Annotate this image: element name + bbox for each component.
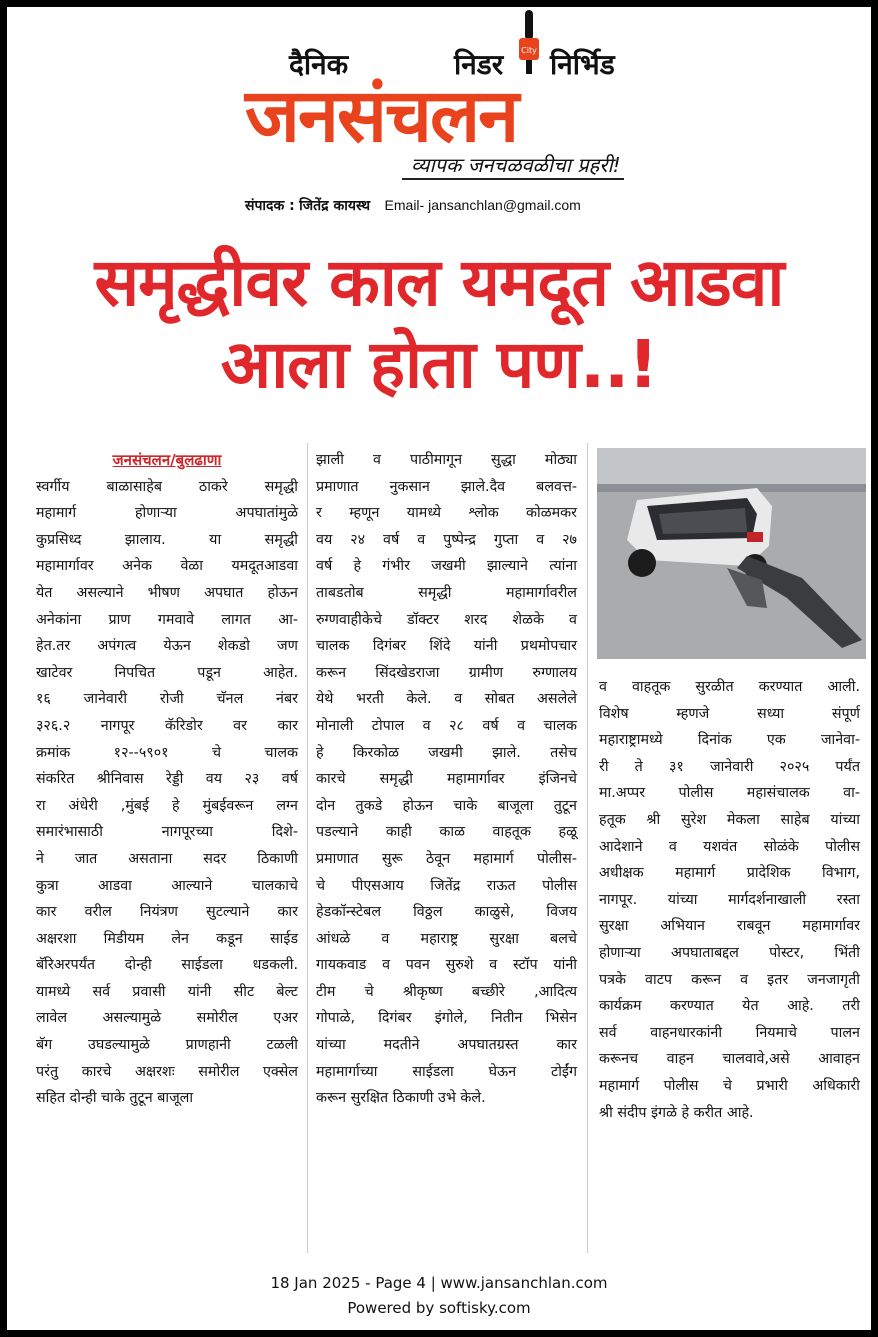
headline-line-2: आला होता पण..! bbox=[220, 326, 658, 403]
article-line: महामार्ग पोलीस चे प्रभारी अधिकारी bbox=[599, 1077, 860, 1094]
article-column-3 bbox=[599, 674, 860, 1126]
article-line: रा अंधेरी ,मुंबई हे मुंबईवरून लग्न bbox=[36, 797, 298, 814]
footer-date-page: 18 Jan 2025 - Page 4 | www.jansanchlan.com bbox=[270, 1274, 608, 1292]
damaged-car-image bbox=[597, 448, 866, 659]
article-line: सर्व वाहनधारकांनी नियमाचे पालन bbox=[599, 1024, 860, 1041]
article-line: प्रमाणात नुकसान झाले.दैव बलवत्त- bbox=[316, 478, 577, 495]
article-line: अक्षरशा मिडीयम लेन कडून साईड bbox=[36, 930, 298, 947]
microphone-icon bbox=[517, 10, 541, 74]
article-line: नागपूर. यांच्या मार्गदर्शनाखाली रस्ता bbox=[599, 891, 860, 908]
article-line: प्रमाणात सुरू ठेवून महामार्ग पोलीस- bbox=[316, 850, 577, 867]
article-line: ताबडतोब समृद्धी महामार्गावरील bbox=[316, 584, 577, 601]
article-line: गायकवाड व पवन सुरुशे व स्टॉप यांनी bbox=[316, 957, 577, 974]
article-line: अधीक्षक महामार्ग प्रादेशिक विभाग, bbox=[599, 865, 860, 882]
article-line: यांच्या मदतीने अपघातग्रस्त कार bbox=[316, 1037, 577, 1054]
article-line: ३२६.२ नागपूर कॅरिडोर वर कार bbox=[36, 717, 298, 734]
article-line: लावेल असल्यामुळे समोरील एअर bbox=[36, 1010, 298, 1027]
article-line: महाराष्ट्रामध्ये दिनांक एक जानेवा- bbox=[599, 732, 860, 749]
article-line: महामार्गावर अनेक वेळा यमदूतआडवा bbox=[36, 558, 298, 575]
article-line: कुत्रा आडवा आल्याने चालकाचे bbox=[36, 877, 298, 894]
article-line: सुरक्षा अभियान राबवून महामार्गावर bbox=[599, 918, 860, 935]
article-line: आदेशाने व यशवंत सोळंके पोलीस bbox=[599, 838, 860, 855]
tagline-underline bbox=[402, 178, 624, 180]
article-line: परंतु कारचे अक्षरशः समोरील एक्सेल bbox=[36, 1063, 298, 1080]
article-line: हतूक श्री सुरेश मेकला साहेब यांच्या bbox=[599, 811, 860, 828]
masthead-slogan-left: निडर bbox=[454, 48, 504, 81]
article-line: पडल्याने काही काळ वाहतूक हळू bbox=[316, 824, 577, 841]
article-line: पत्रके वाटप करून व इतर जनजागृती bbox=[599, 971, 860, 988]
editor-label: संपादक : bbox=[245, 198, 295, 214]
column-rule bbox=[307, 443, 308, 1253]
article-column-2 bbox=[316, 447, 577, 1112]
article-line: ने जात असताना सदर ठिकाणी bbox=[36, 850, 298, 867]
article-line: मा.अप्पर पोलीस महासंचालक वा- bbox=[599, 785, 860, 802]
editor-line bbox=[245, 196, 581, 215]
article-line: कुप्रसिध्द झालाय. या समृद्धी bbox=[36, 531, 298, 548]
mic-label: City bbox=[521, 46, 537, 55]
article-line: समारंभासाठी नागपूरच्या दिशे- bbox=[36, 824, 298, 841]
article-line: झाली व पाठीमागून सुद्धा मोठ्या bbox=[316, 452, 577, 468]
footer-powered-by: Powered by softisky.com bbox=[347, 1299, 531, 1317]
article-line: बॅरिअरपर्यंत दोन्ही साईडला धडकली. bbox=[36, 957, 298, 974]
article-line: महामार्ग होणाऱ्या अपघातांमुळे bbox=[36, 505, 298, 522]
article-line: हेडकॉन्स्टेबल विठ्ठल काळुसे, विजय bbox=[316, 904, 577, 921]
article-line: दोन तुकडे होऊन चाके बाजूला तुटून bbox=[316, 797, 577, 814]
article-line: कार्यक्रम करण्यात येत आहे. तरी bbox=[599, 998, 860, 1015]
article-line: रुग्णवाहीकेचे डॉक्टर शरद शेळके व bbox=[316, 611, 577, 628]
article-line: री ते ३१ जानेवारी २०२५ पर्यंत bbox=[599, 758, 860, 775]
article-line: येत असल्याने भीषण अपघात होऊन bbox=[36, 584, 298, 601]
article-line: र म्हणून यामध्ये श्लोक कोळमकर bbox=[316, 505, 577, 522]
article-line: वय २४ वर्ष व पुष्पेन्द्र गुप्ता व २७ bbox=[316, 531, 577, 548]
article-line: सहित दोन्ही चाके तुटून बाजूला bbox=[36, 1090, 194, 1107]
article-line: महामार्गाच्या साईडला घेऊन टोईंग bbox=[316, 1063, 577, 1080]
article-line: आंधळे व महाराष्ट्र सुरक्षा बलचे bbox=[316, 930, 577, 947]
article-line: श्री संदीप इंगळे हे करीत आहे. bbox=[599, 1104, 754, 1121]
article-line: मोनाली टोपाल व २८ वर्ष व चालक bbox=[316, 717, 577, 734]
article-line: व वाहतूक सुरळीत करण्यात आली. bbox=[599, 679, 860, 695]
article-line: करून सुरक्षित ठिकाणी उभे केले. bbox=[316, 1090, 486, 1107]
article-line: करून सिंदखेडराजा ग्रामीण रुग्णालय bbox=[316, 664, 577, 681]
article-line: होणाऱ्या अपघाताबद्दल पोस्टर, भिंती bbox=[599, 944, 860, 961]
article-line: विशेष म्हणजे सध्या संपूर्ण bbox=[599, 705, 860, 722]
article-line: कारचे समृद्धी महामार्गावर इंजिनचे bbox=[316, 771, 577, 788]
headline-line-1: समृद्धीवर काल यमदूत आडवा bbox=[94, 244, 784, 321]
article-line: कार वरील नियंत्रण सुटल्याने कार bbox=[36, 904, 298, 921]
article-line: १६ जानेवारी रोजी चॅनल नंबर bbox=[36, 691, 298, 708]
article-line: चे पीएसआय जितेंद्र राऊत पोलीस bbox=[316, 877, 577, 894]
masthead-tagline: व्यापक जनचळवळीचा प्रहरी! bbox=[411, 153, 621, 177]
article-line: यामध्ये सर्व प्रवासी यांनी सीट बेल्ट bbox=[36, 983, 298, 1000]
article-line: चालक दिगंबर शिंदे यांनी प्रथमोपचार bbox=[316, 638, 577, 655]
article-line: बॅग उघडल्यामुळे प्राणहानी टळली bbox=[36, 1037, 298, 1054]
email-address: Email- jansanchlan@gmail.com bbox=[384, 197, 581, 213]
article-line: करूनच वाहन चालवावे,असे आवाहन bbox=[599, 1051, 860, 1068]
masthead-slogan-right: निर्भिड bbox=[550, 48, 615, 81]
article-line: वर्ष हे गंभीर जखमी झाल्याने त्यांना bbox=[316, 558, 577, 575]
article-column-1 bbox=[36, 447, 298, 1112]
article-line: हेत.तर अपंगत्व येऊन शेकडो जण bbox=[36, 638, 298, 655]
article-line: गोपाळे, दिगंबर इंगोले, नितीन भिसेन bbox=[316, 1010, 577, 1027]
article-line: संकरित श्रीनिवास रेड्डी वय २३ वर्ष bbox=[36, 771, 298, 788]
article-line: खाटेवर निपचित पडून आहेत. bbox=[36, 664, 298, 681]
newspaper-page bbox=[7, 7, 871, 1330]
editor-name: जितेंद्र कायस्थ bbox=[299, 198, 371, 214]
article-line: अनेकांना प्राण गमवावे लागत आ- bbox=[36, 611, 298, 628]
masthead-prefix: दैनिक bbox=[289, 48, 349, 81]
article-line: हे किरकोळ जखमी झाले. तसेच bbox=[316, 744, 577, 761]
article-line: स्वर्गीय बाळासाहेब ठाकरे समृद्धी bbox=[36, 478, 298, 495]
masthead-name: जनसंचलन bbox=[245, 73, 518, 159]
dateline: जनसंचलन/बुलढाणा bbox=[112, 451, 222, 469]
article-line: येथे भरती केले. व सोबत असलेले bbox=[316, 691, 577, 708]
article-line: क्रमांक १२--५९०१ चे चालक bbox=[36, 744, 298, 761]
accident-photo bbox=[597, 448, 866, 659]
article-line: टीम चे श्रीकृष्ण बच्छीरे ,आदित्य bbox=[316, 983, 577, 1000]
column-rule bbox=[587, 443, 588, 1253]
